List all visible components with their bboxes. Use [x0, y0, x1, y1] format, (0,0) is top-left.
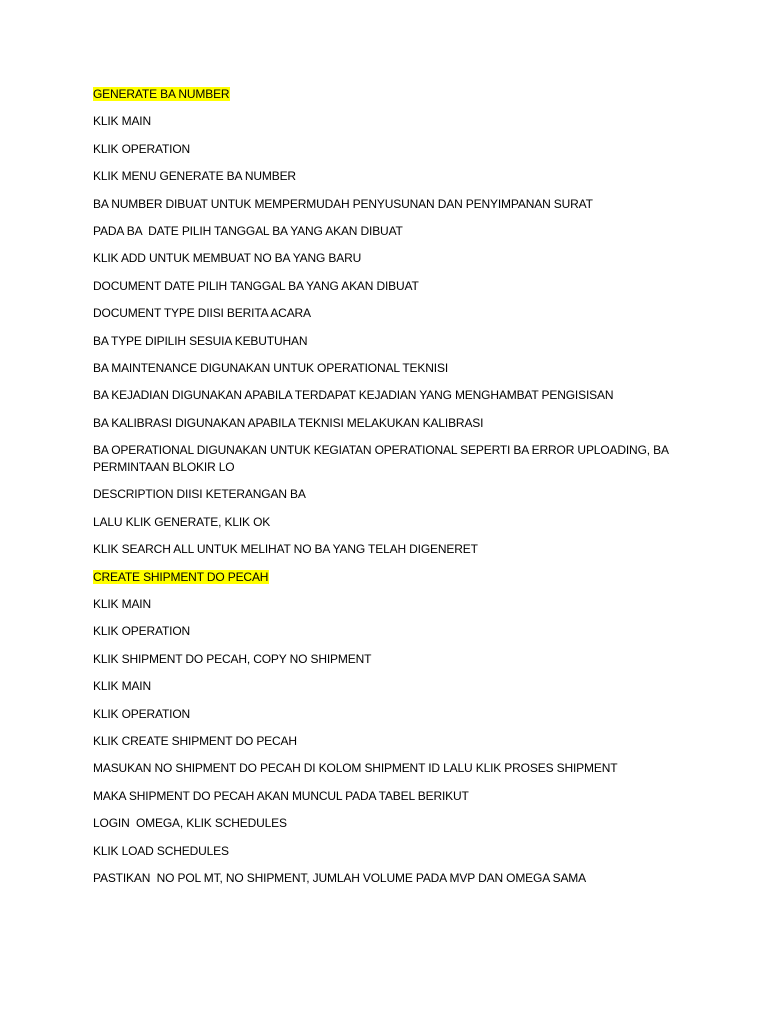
- step-line: DESCRIPTION DIISI KETERANGAN BA: [93, 487, 306, 502]
- heading-highlight: CREATE SHIPMENT DO PECAH: [93, 569, 269, 584]
- step-line: KLIK OPERATION: [93, 706, 191, 721]
- step-line: KLIK MAIN: [93, 597, 151, 612]
- heading-highlight: GENERATE BA NUMBER: [93, 87, 230, 101]
- document-content: [93, 86, 693, 897]
- step-line: KLIK MENU GENERATE BA NUMBER: [93, 169, 296, 184]
- step-line: KLIK SHIPMENT DO PECAH, COPY NO SHIPMENT: [93, 651, 372, 666]
- step-line: DOCUMENT DATE PILIH TANGGAL BA YANG AKAN DIBUAT: [93, 278, 419, 293]
- step-line: KLIK CREATE SHIPMENT DO PECAH: [93, 733, 297, 748]
- step-line: PASTIKAN NO POL MT, NO SHIPMENT, JUMLAH VOLUME PADA MVP DAN OMEGA SAMA: [93, 870, 587, 885]
- step-line: BA KALIBRASI DIGUNAKAN APABILA TEKNISI MELAKUKAN KALIBRASI: [93, 415, 484, 430]
- step-line: BA KEJADIAN DIGUNAKAN APABILA TERDAPAT KEJADIAN YANG MENGHAMBAT PENGISISAN: [93, 388, 614, 403]
- step-line: PADA BA DATE PILIH TANGGAL BA YANG AKAN DIBUAT: [93, 223, 403, 238]
- step-line: KLIK SEARCH ALL UNTUK MELIHAT NO BA YANG TELAH DIGENERET: [93, 542, 478, 557]
- step-line: MASUKAN NO SHIPMENT DO PECAH DI KOLOM SHIPMENT ID LALU KLIK PROSES SHIPMENT: [93, 761, 618, 776]
- step-line: KLIK LOAD SCHEDULES: [93, 843, 229, 858]
- step-line-multiline: BA OPERATIONAL DIGUNAKAN UNTUK KEGIATAN OPERATIONAL SEPERTI BA ERROR UPLOADING, BA PERMINTAAN BLOKIR LO: [93, 443, 669, 475]
- step-line: KLIK MAIN: [93, 114, 151, 129]
- step-line: BA TYPE DIPILIH SESUIA KEBUTUHAN: [93, 333, 308, 348]
- step-line: BA NUMBER DIBUAT UNTUK MEMPERMUDAH PENYUSUNAN DAN PENYIMPANAN SURAT: [93, 196, 593, 211]
- step-line: LALU KLIK GENERATE, KLIK OK: [93, 514, 271, 529]
- section-heading-generate-ba-number: [93, 86, 693, 103]
- section-heading-create-shipment-do-pecah: [93, 569, 693, 586]
- step-line: KLIK MAIN: [93, 679, 151, 694]
- step-line: BA MAINTENANCE DIGUNAKAN UNTUK OPERATIONAL TEKNISI: [93, 360, 449, 375]
- step-line: KLIK OPERATION: [93, 141, 191, 156]
- step-line: KLIK ADD UNTUK MEMBUAT NO BA YANG BARU: [93, 251, 362, 266]
- step-line: MAKA SHIPMENT DO PECAH AKAN MUNCUL PADA TABEL BERIKUT: [93, 788, 469, 803]
- step-line: DOCUMENT TYPE DIISI BERITA ACARA: [93, 306, 311, 321]
- step-line: LOGIN OMEGA, KLIK SCHEDULES: [93, 816, 287, 831]
- step-line: KLIK OPERATION: [93, 624, 191, 639]
